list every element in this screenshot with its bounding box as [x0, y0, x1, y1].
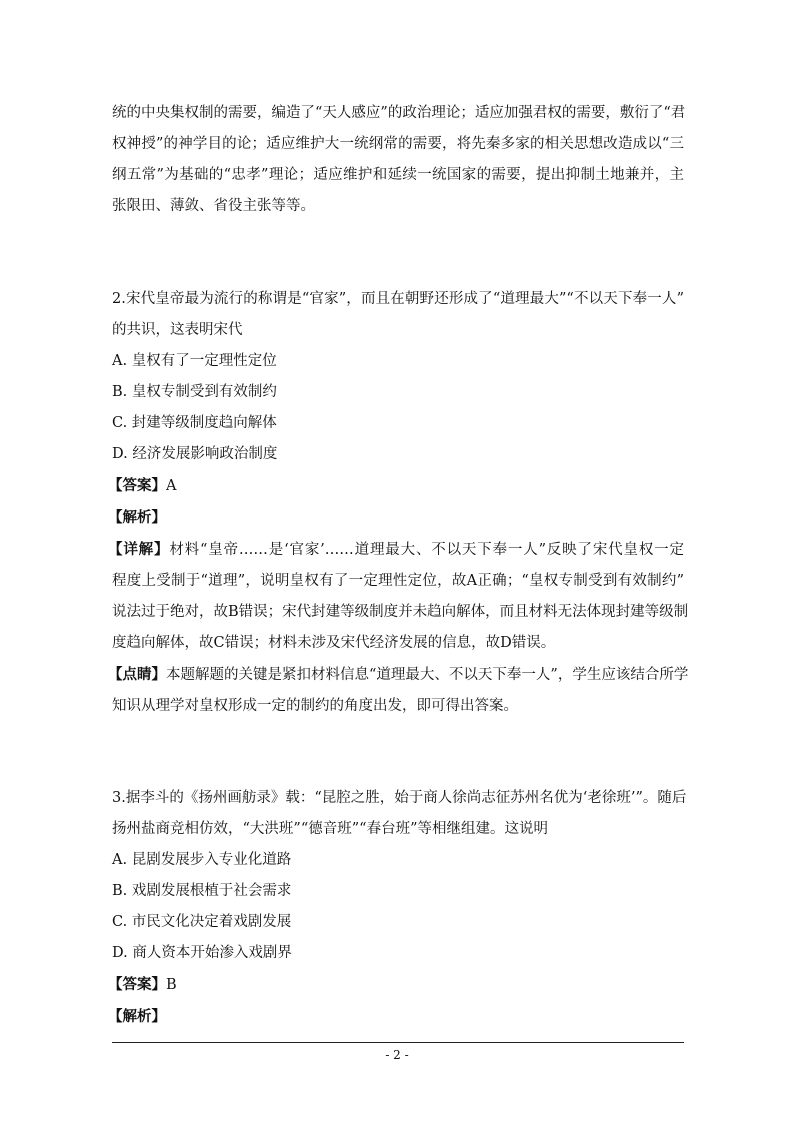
- detail-text: 材料“皇帝……是‘官家’……道理最大、不以天下奉一人”反映了宋代皇权一定: [169, 542, 684, 558]
- question-3-stem: [112, 783, 687, 845]
- question-2-options: [112, 346, 684, 470]
- text-line: 扬州盐商竞相仿效，“大洪班”“德音班”“春台班”等相继组建。这说明: [112, 821, 548, 837]
- text-line: 度趋向解体，故C错误；材料未涉及宋代经济发展的信息，故D错误。: [112, 635, 556, 651]
- question-3-answer: [108, 969, 684, 1001]
- question-2-detail: [108, 534, 689, 659]
- page-number: - 2 -: [385, 1048, 409, 1062]
- text-line: [108, 534, 684, 566]
- question-3-options: [112, 845, 684, 969]
- question-3: [108, 783, 687, 1033]
- answer-value: A: [166, 478, 177, 494]
- text-line: 张限田、薄敛、省役主张等等。: [112, 198, 315, 214]
- text-line: 2.宋代皇帝最为流行的称谓是“官家”，而且在朝野还形成了“道理最大”“不以天下奉一人”: [112, 291, 684, 307]
- answer-label: 【答案】: [108, 976, 166, 993]
- option-a: A. 皇权有了一定理性定位: [112, 353, 277, 369]
- footer-divider: [112, 1042, 684, 1043]
- tip-text: 本题解题的关键是紧扣材料信息“道理最大、不以天下奉一人”，学生应该结合所学: [166, 667, 689, 683]
- text-line: 知识从理学对皇权形成一定的制约的角度出发，即可得出答案。: [112, 698, 518, 714]
- text-line: 3.据李斗的《扬州画舫录》载：“昆腔之胜，始于商人徐尚志征苏州名优为‘老徐班’”。随后: [112, 790, 687, 806]
- text-line: 的共识，这表明宋代: [112, 322, 243, 338]
- text-line: 统的中央集权制的需要，编造了“天人感应”的政治理论；适应加强君权的需要，敷衍了“君: [112, 105, 686, 121]
- text-line: 权神授”的神学目的论；适应维护大一统纲常的需要，将先秦多家的相关思想改造成以“三: [112, 136, 684, 152]
- text-line: [108, 659, 689, 691]
- analysis-label: 【解析】: [108, 509, 166, 526]
- intro-paragraph: [112, 98, 684, 222]
- option-c: C. 封建等级制度趋向解体: [112, 415, 277, 431]
- option-b: B. 戏剧发展根植于社会需求: [112, 883, 292, 899]
- question-3-analysis-heading: [108, 1001, 684, 1033]
- option-c: C. 市民文化决定着戏剧发展: [112, 914, 292, 930]
- tip-label: 【点睛】: [108, 666, 166, 683]
- option-b: B. 皇权专制受到有效制约: [112, 384, 277, 400]
- analysis-label: 【解析】: [108, 1008, 166, 1025]
- answer-value: B: [166, 977, 177, 993]
- option-d: D. 经济发展影响政治制度: [112, 446, 278, 462]
- option-a: A. 昆剧发展步入专业化道路: [112, 852, 292, 868]
- question-2: [108, 284, 689, 722]
- text-line: 说法过于绝对，故B错误；宋代封建等级制度并未趋向解体，而且材料无法体现封建等级制: [112, 604, 689, 620]
- question-2-stem: [112, 284, 684, 346]
- question-2-answer: [108, 470, 684, 502]
- detail-label: 【详解】: [108, 541, 170, 558]
- text-line: 纲五常”为基础的“忠孝”理论；适应维护和延续一统国家的需要，提出抑制土地兼并，主: [112, 167, 684, 183]
- question-2-analysis-heading: [108, 502, 684, 534]
- option-d: D. 商人资本开始渗入戏剧界: [112, 945, 292, 961]
- question-2-tip: [108, 659, 689, 722]
- text-line: 程度上受制于“道理”，说明皇权有了一定理性定位，故A正确；“皇权专制受到有效制约”: [112, 573, 684, 589]
- answer-label: 【答案】: [108, 477, 166, 494]
